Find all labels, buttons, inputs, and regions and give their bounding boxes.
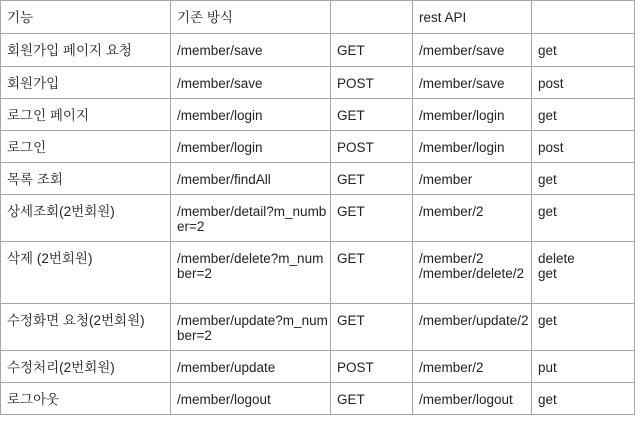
cell-rest-url: /member [413, 163, 532, 195]
cell-rest-url: /member/save [413, 67, 532, 99]
cell-rest-url: /member/2 /member/delete/2 [413, 242, 532, 304]
cell-legacy-url: /member/save [171, 67, 331, 99]
table-row [1, 131, 635, 163]
header-rest-http [532, 1, 635, 34]
cell-legacy-http: POST [331, 351, 413, 383]
table-row [1, 383, 635, 415]
cell-legacy-http: GET [331, 383, 413, 415]
cell-rest-url: /member/login [413, 99, 532, 131]
table-row [1, 195, 635, 242]
cell-legacy-http: GET [331, 195, 413, 242]
cell-feature: 삭제 (2번회원) [1, 242, 171, 304]
table-row [1, 67, 635, 99]
cell-legacy-http: GET [331, 99, 413, 131]
cell-legacy-http: GET [331, 163, 413, 195]
header-rest-api: rest API [413, 1, 532, 34]
cell-rest-http: get [532, 383, 635, 415]
cell-feature: 로그아웃 [1, 383, 171, 415]
cell-legacy-url: /member/update?m_number=2 [171, 304, 331, 351]
cell-legacy-url: /member/findAll [171, 163, 331, 195]
table-header-row [1, 1, 635, 34]
cell-rest-http: post [532, 67, 635, 99]
table-row [1, 304, 635, 351]
cell-legacy-url: /member/logout [171, 383, 331, 415]
cell-rest-url: /member/save [413, 34, 532, 67]
cell-feature: 회원가입 페이지 요청 [1, 34, 171, 67]
cell-rest-http: get [532, 34, 635, 67]
cell-feature: 회원가입 [1, 67, 171, 99]
cell-legacy-http: GET [331, 34, 413, 67]
cell-rest-http: get [532, 99, 635, 131]
cell-feature: 로그인 [1, 131, 171, 163]
table-row [1, 99, 635, 131]
cell-rest-http: get [532, 195, 635, 242]
cell-feature: 상세조회(2번회원) [1, 195, 171, 242]
cell-legacy-url: /member/save [171, 34, 331, 67]
cell-feature: 수정화면 요청(2번회원) [1, 304, 171, 351]
table-row [1, 242, 635, 304]
cell-feature: 수정처리(2번회원) [1, 351, 171, 383]
cell-legacy-url: /member/delete?m_number=2 [171, 242, 331, 304]
cell-rest-http: post [532, 131, 635, 163]
cell-legacy-http: GET [331, 304, 413, 351]
cell-legacy-http: POST [331, 67, 413, 99]
cell-rest-http: delete get [532, 242, 635, 304]
header-feature: 기능 [1, 1, 171, 34]
cell-legacy-http: POST [331, 131, 413, 163]
table-row [1, 163, 635, 195]
cell-feature: 로그인 페이지 [1, 99, 171, 131]
cell-legacy-url: /member/update [171, 351, 331, 383]
cell-rest-http: get [532, 304, 635, 351]
cell-rest-http: get [532, 163, 635, 195]
cell-rest-url: /member/update/2 [413, 304, 532, 351]
cell-rest-url: /member/login [413, 131, 532, 163]
cell-feature: 목록 조회 [1, 163, 171, 195]
cell-rest-url: /member/2 [413, 351, 532, 383]
header-legacy-http [331, 1, 413, 34]
cell-legacy-url: /member/login [171, 131, 331, 163]
cell-legacy-url: /member/detail?m_number=2 [171, 195, 331, 242]
table-row [1, 351, 635, 383]
cell-legacy-http: GET [331, 242, 413, 304]
cell-rest-http: put [532, 351, 635, 383]
table-row [1, 34, 635, 67]
cell-legacy-url: /member/login [171, 99, 331, 131]
cell-rest-url: /member/logout [413, 383, 532, 415]
cell-rest-url: /member/2 [413, 195, 532, 242]
header-legacy-method: 기존 방식 [171, 1, 331, 34]
